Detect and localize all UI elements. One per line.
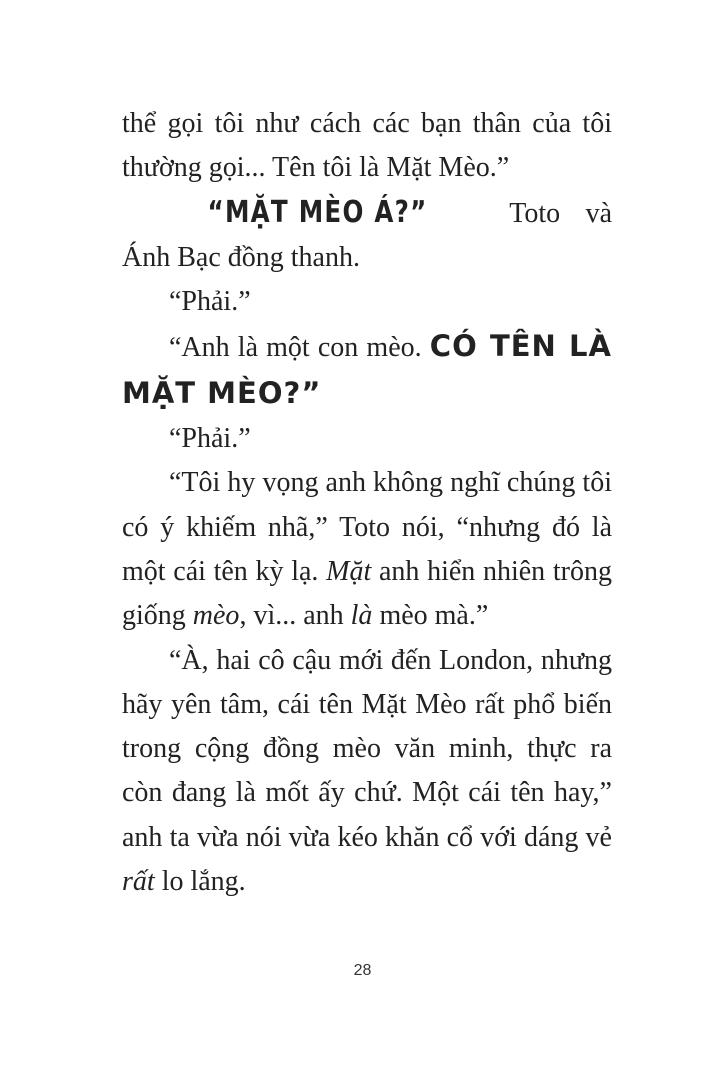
text-run: mèo mà.”	[372, 600, 489, 632]
exclamation-text: “MẶT MÈO Á?”	[207, 194, 428, 230]
italic-text: là	[350, 600, 373, 632]
text-run: “Phải.”	[169, 286, 251, 318]
paragraph	[122, 280, 612, 324]
exclamation-text: CÓ TÊN LÀ MẶT MÈO?”	[122, 329, 612, 410]
text-run: lo lắng.	[154, 866, 246, 898]
text-run: “Tôi hy vọng anh không nghĩ chúng tôi có ý khiếm nhã,” Toto nói, “nhưng đó là một cái tên kỳ lạ.	[122, 467, 612, 587]
paragraph	[122, 461, 612, 638]
text-run: , vì... anh	[239, 600, 351, 632]
page-number: 28	[353, 962, 372, 979]
paragraph	[122, 324, 612, 417]
paragraph	[122, 191, 612, 281]
text-run: anh hiển nhiên trông giống	[122, 555, 612, 632]
text-run: “À, hai cô cậu mới đến London, nhưng hãy yên tâm, cái tên Mặt Mèo rất phổ biến trong cộng đồng mèo văn minh, thực ra còn đang là mốt ấy chứ. Một cái tên hay,” anh ta vừa nói vừa kéo khăn cổ với dáng vẻ	[122, 644, 612, 853]
text-run: “Anh là một con mèo.	[169, 332, 430, 364]
text-run: thể gọi tôi như cách các bạn thân của tôi thường gọi... Tên tôi là Mặt Mèo.”	[122, 108, 612, 184]
body-text	[122, 102, 612, 904]
italic-text: rất	[122, 866, 155, 898]
text-run: “Phải.”	[169, 423, 251, 455]
text-run: Toto và Ánh Bạc đồng thanh.	[122, 197, 612, 273]
paragraph	[122, 639, 612, 905]
paragraph	[122, 102, 612, 191]
italic-text: Mặt	[326, 555, 372, 587]
paragraph	[122, 417, 612, 461]
italic-text: mèo	[192, 600, 240, 632]
